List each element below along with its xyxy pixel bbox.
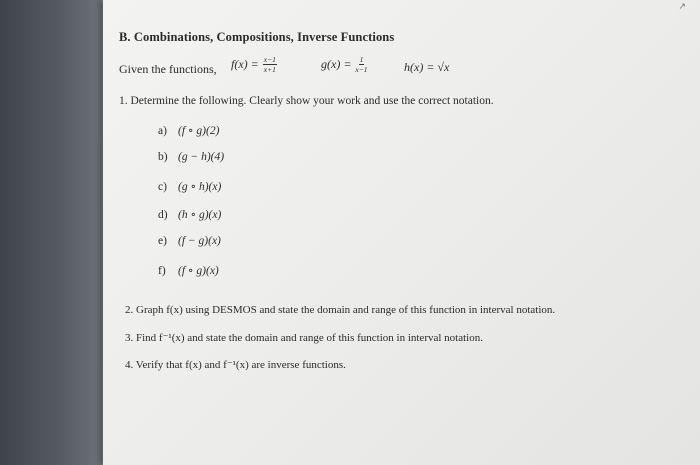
part-e-expression: (f − g)(x) xyxy=(178,235,221,247)
part-a-expression: (f ∘ g)(2) xyxy=(178,125,220,137)
question-3: 3. Find f⁻¹(x) and state the domain and range of this function in interval notation. xyxy=(125,332,483,344)
question-2: 2. Graph f(x) using DESMOS and state the domain and range of this function in interval notation. xyxy=(125,304,556,316)
part-c-expression: (g ∘ h)(x) xyxy=(178,181,222,193)
part-f-expression: (f ∘ g)(x) xyxy=(178,265,219,277)
part-c-label: c) xyxy=(158,181,167,193)
function-g-label: g(x) = xyxy=(321,57,352,71)
function-f-fraction xyxy=(263,55,277,74)
part-b-label: b) xyxy=(158,151,168,163)
function-g-denominator: x−1 xyxy=(355,65,368,74)
part-c xyxy=(158,179,221,193)
function-f-numerator: x−1 xyxy=(263,55,276,64)
section-title: B. Combinations, Compositions, Inverse Functions xyxy=(119,30,395,44)
part-e-label: e) xyxy=(158,235,167,247)
function-g xyxy=(321,55,368,74)
part-f xyxy=(158,263,219,277)
part-a-label: a) xyxy=(158,125,167,137)
function-f xyxy=(231,55,277,74)
function-h: h(x) = √x xyxy=(404,60,450,74)
part-b-expression: (g − h)(4) xyxy=(178,151,225,163)
part-d-label: d) xyxy=(158,209,168,221)
function-f-denominator: x+1 xyxy=(263,65,276,74)
part-b xyxy=(158,151,224,163)
function-g-numerator: 1 xyxy=(359,55,364,64)
part-a xyxy=(158,123,219,137)
function-g-fraction xyxy=(355,55,367,74)
part-f-label: f) xyxy=(158,265,166,277)
worksheet-page xyxy=(103,0,700,465)
part-d-expression: (h ∘ g)(x) xyxy=(178,209,222,221)
function-f-label: f(x) = xyxy=(231,57,259,71)
corner-mark: ↗ xyxy=(678,2,686,12)
question-1: 1. Determine the following. Clearly show your work and use the correct notation. xyxy=(119,95,494,107)
question-4: 4. Verify that f(x) and f⁻¹(x) are inverse functions. xyxy=(125,359,346,371)
given-label: Given the functions, xyxy=(119,62,217,76)
part-e xyxy=(158,235,221,247)
part-d xyxy=(158,207,221,221)
